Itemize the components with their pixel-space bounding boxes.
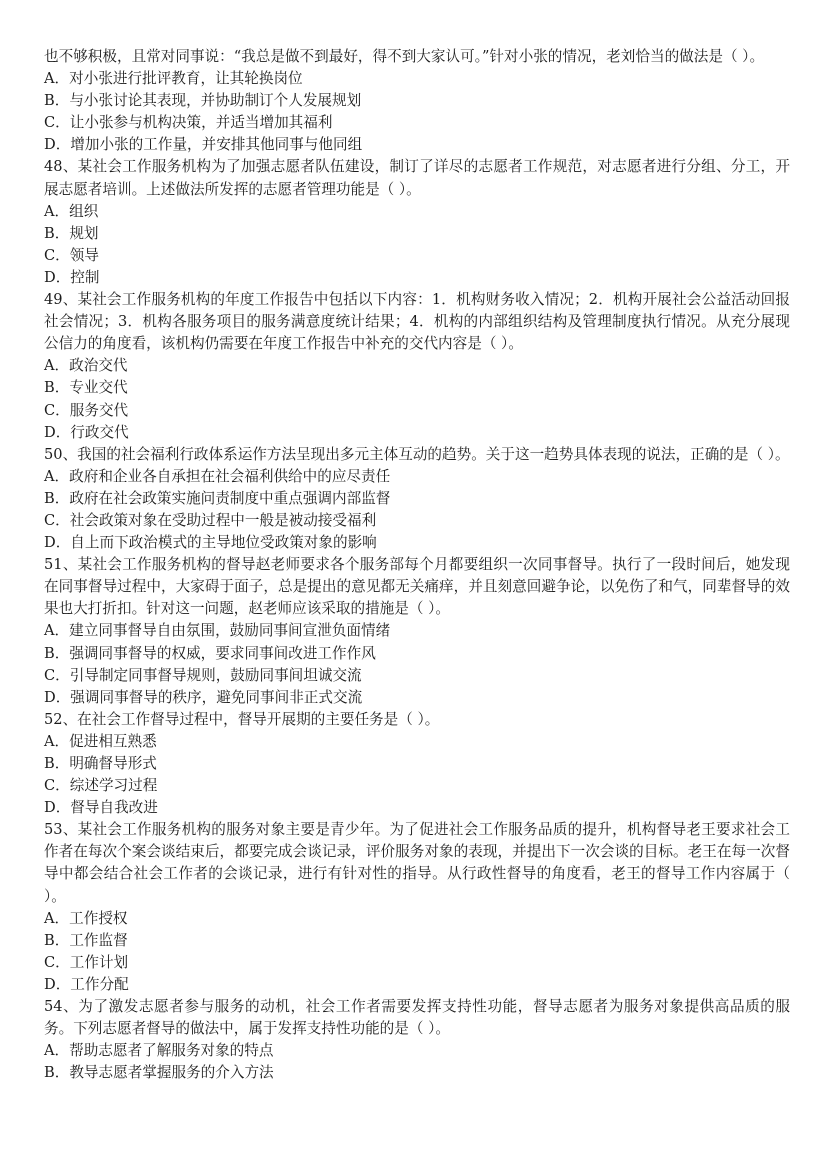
question-stem: 53、某社会工作服务机构的服务对象主要是青少年。为了促进社会工作服务品质的提升，机构督导老王要求社会工作者在每次个案会谈结束后，都要完成会谈记录，评价服务对象的表现，并提出下一次会谈的目标。老王在每一次督导中都会结合社会工作者的会谈记录，进行有针对性的指导。从行政性督导的角度看，老王的督导工作内容属于（ ）。 <box>44 821 790 905</box>
question-block <box>44 819 790 996</box>
option-c[interactable]: C．引导制定同事督导规则，鼓励同事间坦诚交流 <box>44 666 362 684</box>
option-a[interactable]: A．组织 <box>44 202 99 220</box>
option-d[interactable]: D．自上而下政治模式的主导地位受政策对象的影响 <box>44 534 377 552</box>
question-stem: 49、某社会工作服务机构的年度工作报告中包括以下内容：1．机构财务收入情况；2．机构开展社会公益活动回报社会情况；3．机构各服务项目的服务满意度统计结果；4．机构的内部组织结构及管理制度执行情况。从充分展现公信力的角度看，该机构仍需要在年度工作报告中补充的交代内容是（ ）。 <box>44 291 790 353</box>
option-a[interactable]: A．政治交代 <box>44 357 128 375</box>
question-stem: 也不够积极，且常对同事说：“我总是做不到最好，得不到大家认可。”针对小张的情况，老刘恰当的做法是（ ）。 <box>44 48 765 65</box>
question-block <box>44 996 790 1084</box>
option-a[interactable]: A．建立同事督导自由氛围，鼓励同事间宣泄负面情绪 <box>44 622 391 640</box>
option-a[interactable]: A．工作授权 <box>44 909 128 927</box>
option-a[interactable]: A．帮助志愿者了解服务对象的特点 <box>44 1042 274 1060</box>
question-block <box>44 289 790 444</box>
option-b[interactable]: B．工作监督 <box>44 931 128 949</box>
option-d[interactable]: D．行政交代 <box>44 423 129 441</box>
option-d[interactable]: D．控制 <box>44 268 100 286</box>
option-b[interactable]: B．专业交代 <box>44 379 128 397</box>
option-c[interactable]: C．综述学习过程 <box>44 777 158 795</box>
question-stem: 51、某社会工作服务机构的督导赵老师要求各个服务部每个月都要组织一次同事督导。执行了一段时间后，她发现在同事督导过程中，大家碍于面子，总是提出的意见都无关痛痒，并且刻意回避争论，以免伤了和气，同辈督导的效果也大打折扣。针对这一问题，赵老师应该采取的措施是（ ）。 <box>44 556 790 618</box>
option-b[interactable]: B．明确督导形式 <box>44 755 157 772</box>
question-stem: 52、在社会工作督导过程中，督导开展期的主要任务是（ ）。 <box>44 710 440 728</box>
option-b[interactable]: B．规划 <box>44 224 99 242</box>
option-b[interactable]: B．教导志愿者掌握服务的介入方法 <box>44 1064 274 1082</box>
question-block <box>44 554 790 709</box>
option-c[interactable]: C．服务交代 <box>44 401 129 419</box>
option-d[interactable]: D．督导自我改进 <box>44 799 158 817</box>
question-block <box>44 444 790 554</box>
option-c[interactable]: C．领导 <box>44 246 99 264</box>
question-block <box>44 156 790 289</box>
option-d[interactable]: D．强调同事督导的秩序，避免同事间非正式交流 <box>44 688 363 706</box>
question-stem: 54、为了激发志愿者参与服务的动机，社会工作者需要发挥支持性功能，督导志愿者为服务对象提供高品质的服务。下列志愿者督导的做法中，属于发挥支持性功能的是（ ）。 <box>44 998 790 1038</box>
option-d[interactable]: D．增加小张的工作量，并安排其他同事与他同组 <box>44 136 363 154</box>
option-c[interactable]: C．工作计划 <box>44 953 129 971</box>
question-stem: 50、我国的社会福利行政体系运作方法呈现出多元主体互动的趋势。关于这一趋势具体表现的说法，正确的是（ ）。 <box>44 445 790 463</box>
option-a[interactable]: A．政府和企业各自承担在社会福利供给中的应尽责任 <box>44 467 391 485</box>
option-c[interactable]: C．社会政策对象在受助过程中一般是被动接受福利 <box>44 511 377 529</box>
question-block <box>44 46 790 156</box>
option-a[interactable]: A．促进相互熟悉 <box>44 732 157 750</box>
option-c[interactable]: C．让小张参与机构决策，并适当增加其福利 <box>44 114 333 132</box>
option-b[interactable]: B．强调同事督导的权威，要求同事间改进工作作风 <box>44 644 376 662</box>
question-stem: 48、某社会工作服务机构为了加强志愿者队伍建设，制订了详尽的志愿者工作规范，对志愿者进行分组、分工，开展志愿者培训。上述做法所发挥的志愿者管理功能是（ ）。 <box>44 158 790 198</box>
page-content <box>44 46 790 1084</box>
question-block <box>44 709 790 819</box>
option-b[interactable]: B．政府在社会政策实施问责制度中重点强调内部监督 <box>44 489 391 507</box>
option-a[interactable]: A．对小张进行批评教育，让其轮换岗位 <box>44 70 303 88</box>
option-d[interactable]: D．工作分配 <box>44 975 129 993</box>
option-b[interactable]: B．与小张讨论其表现，并协助制订个人发展规划 <box>44 92 362 110</box>
